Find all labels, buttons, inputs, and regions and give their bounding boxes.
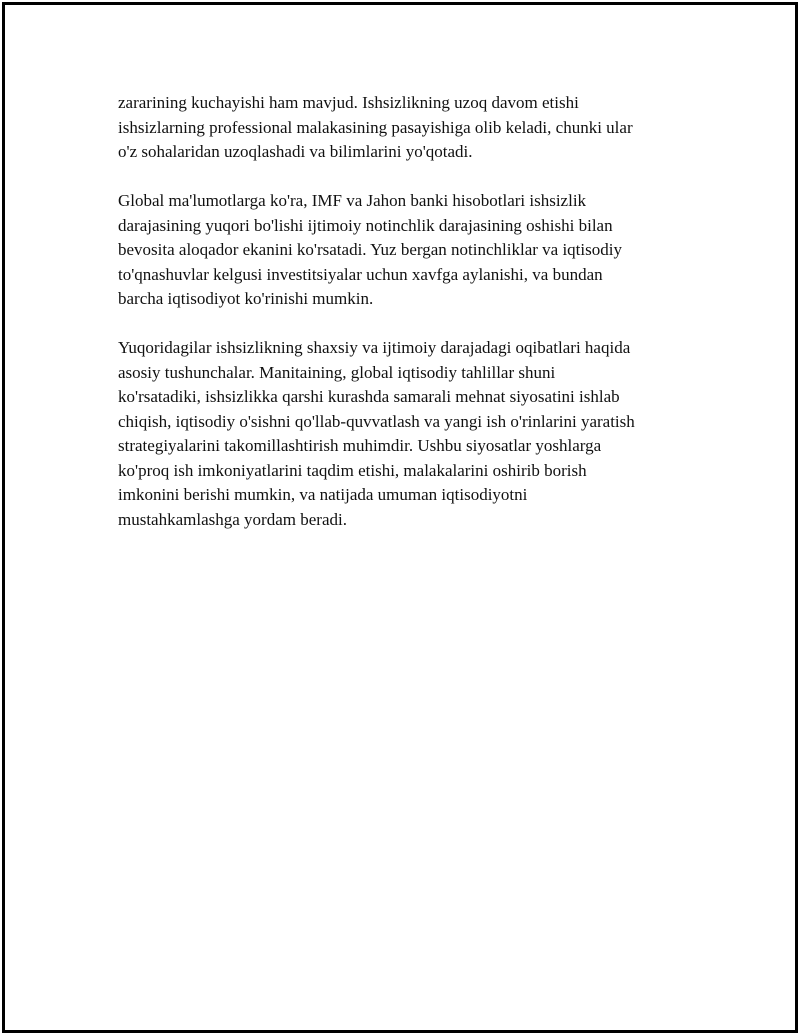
paragraph-2 [118,189,683,312]
text-line: bevosita aloqador ekanini ko'rsatadi. Yuz bergan notinchliklar va iqtisodiy [118,240,622,259]
text-line: Yuqoridagilar ishsizlikning shaxsiy va ijtimoiy darajadagi oqibatlari haqida [118,338,631,357]
text-line: darajasining yuqori bo'lishi ijtimoiy notinchlik darajasining oshishi bilan [118,215,613,235]
text-line: ishsizlarning professional malakasining pasayishiga olib keladi, chunki ular [118,117,633,137]
document-body [118,91,683,557]
text-line: o'z sohalaridan uzoqlashadi va bilimlarini yo'qotadi. [118,142,473,161]
text-line: zararining kuchayishi ham mavjud. Ishsizlikning uzoq davom etishi [118,93,579,112]
text-line: mustahkamlashga yordam beradi. [118,509,347,529]
text-line: ko'proq ish imkoniyatlarini taqdim etishi, malakalarini oshirib borish [118,460,587,480]
paragraph-3 [118,336,683,532]
text-line: strategiyalarini takomillashtirish muhimdir. Ushbu siyosatlar yoshlarga [118,436,602,455]
text-line: ko'rsatadiki, ishsizlikka qarshi kurashda samarali mehnat siyosatini ishlab [118,387,620,406]
text-line: asosiy tushunchalar. Manitaining, global iqtisodiy tahlillar shuni [118,362,556,382]
text-line: to'qnashuvlar kelgusi investitsiyalar uchun xavfga aylanishi, va bundan [118,264,603,284]
text-line: imkonini berishi mumkin, va natijada umuman iqtisodiyotni [118,485,528,504]
text-line: barcha iqtisodiyot ko'rinishi mumkin. [118,289,374,308]
text-line: chiqish, iqtisodiy o'sishni qo'llab-quvvatlash va yangi ish o'rinlarini yaratish [118,411,635,431]
text-line: Global ma'lumotlarga ko'ra, IMF va Jahon banki hisobotlari ishsizlik [118,191,587,210]
paragraph-1 [118,91,683,165]
